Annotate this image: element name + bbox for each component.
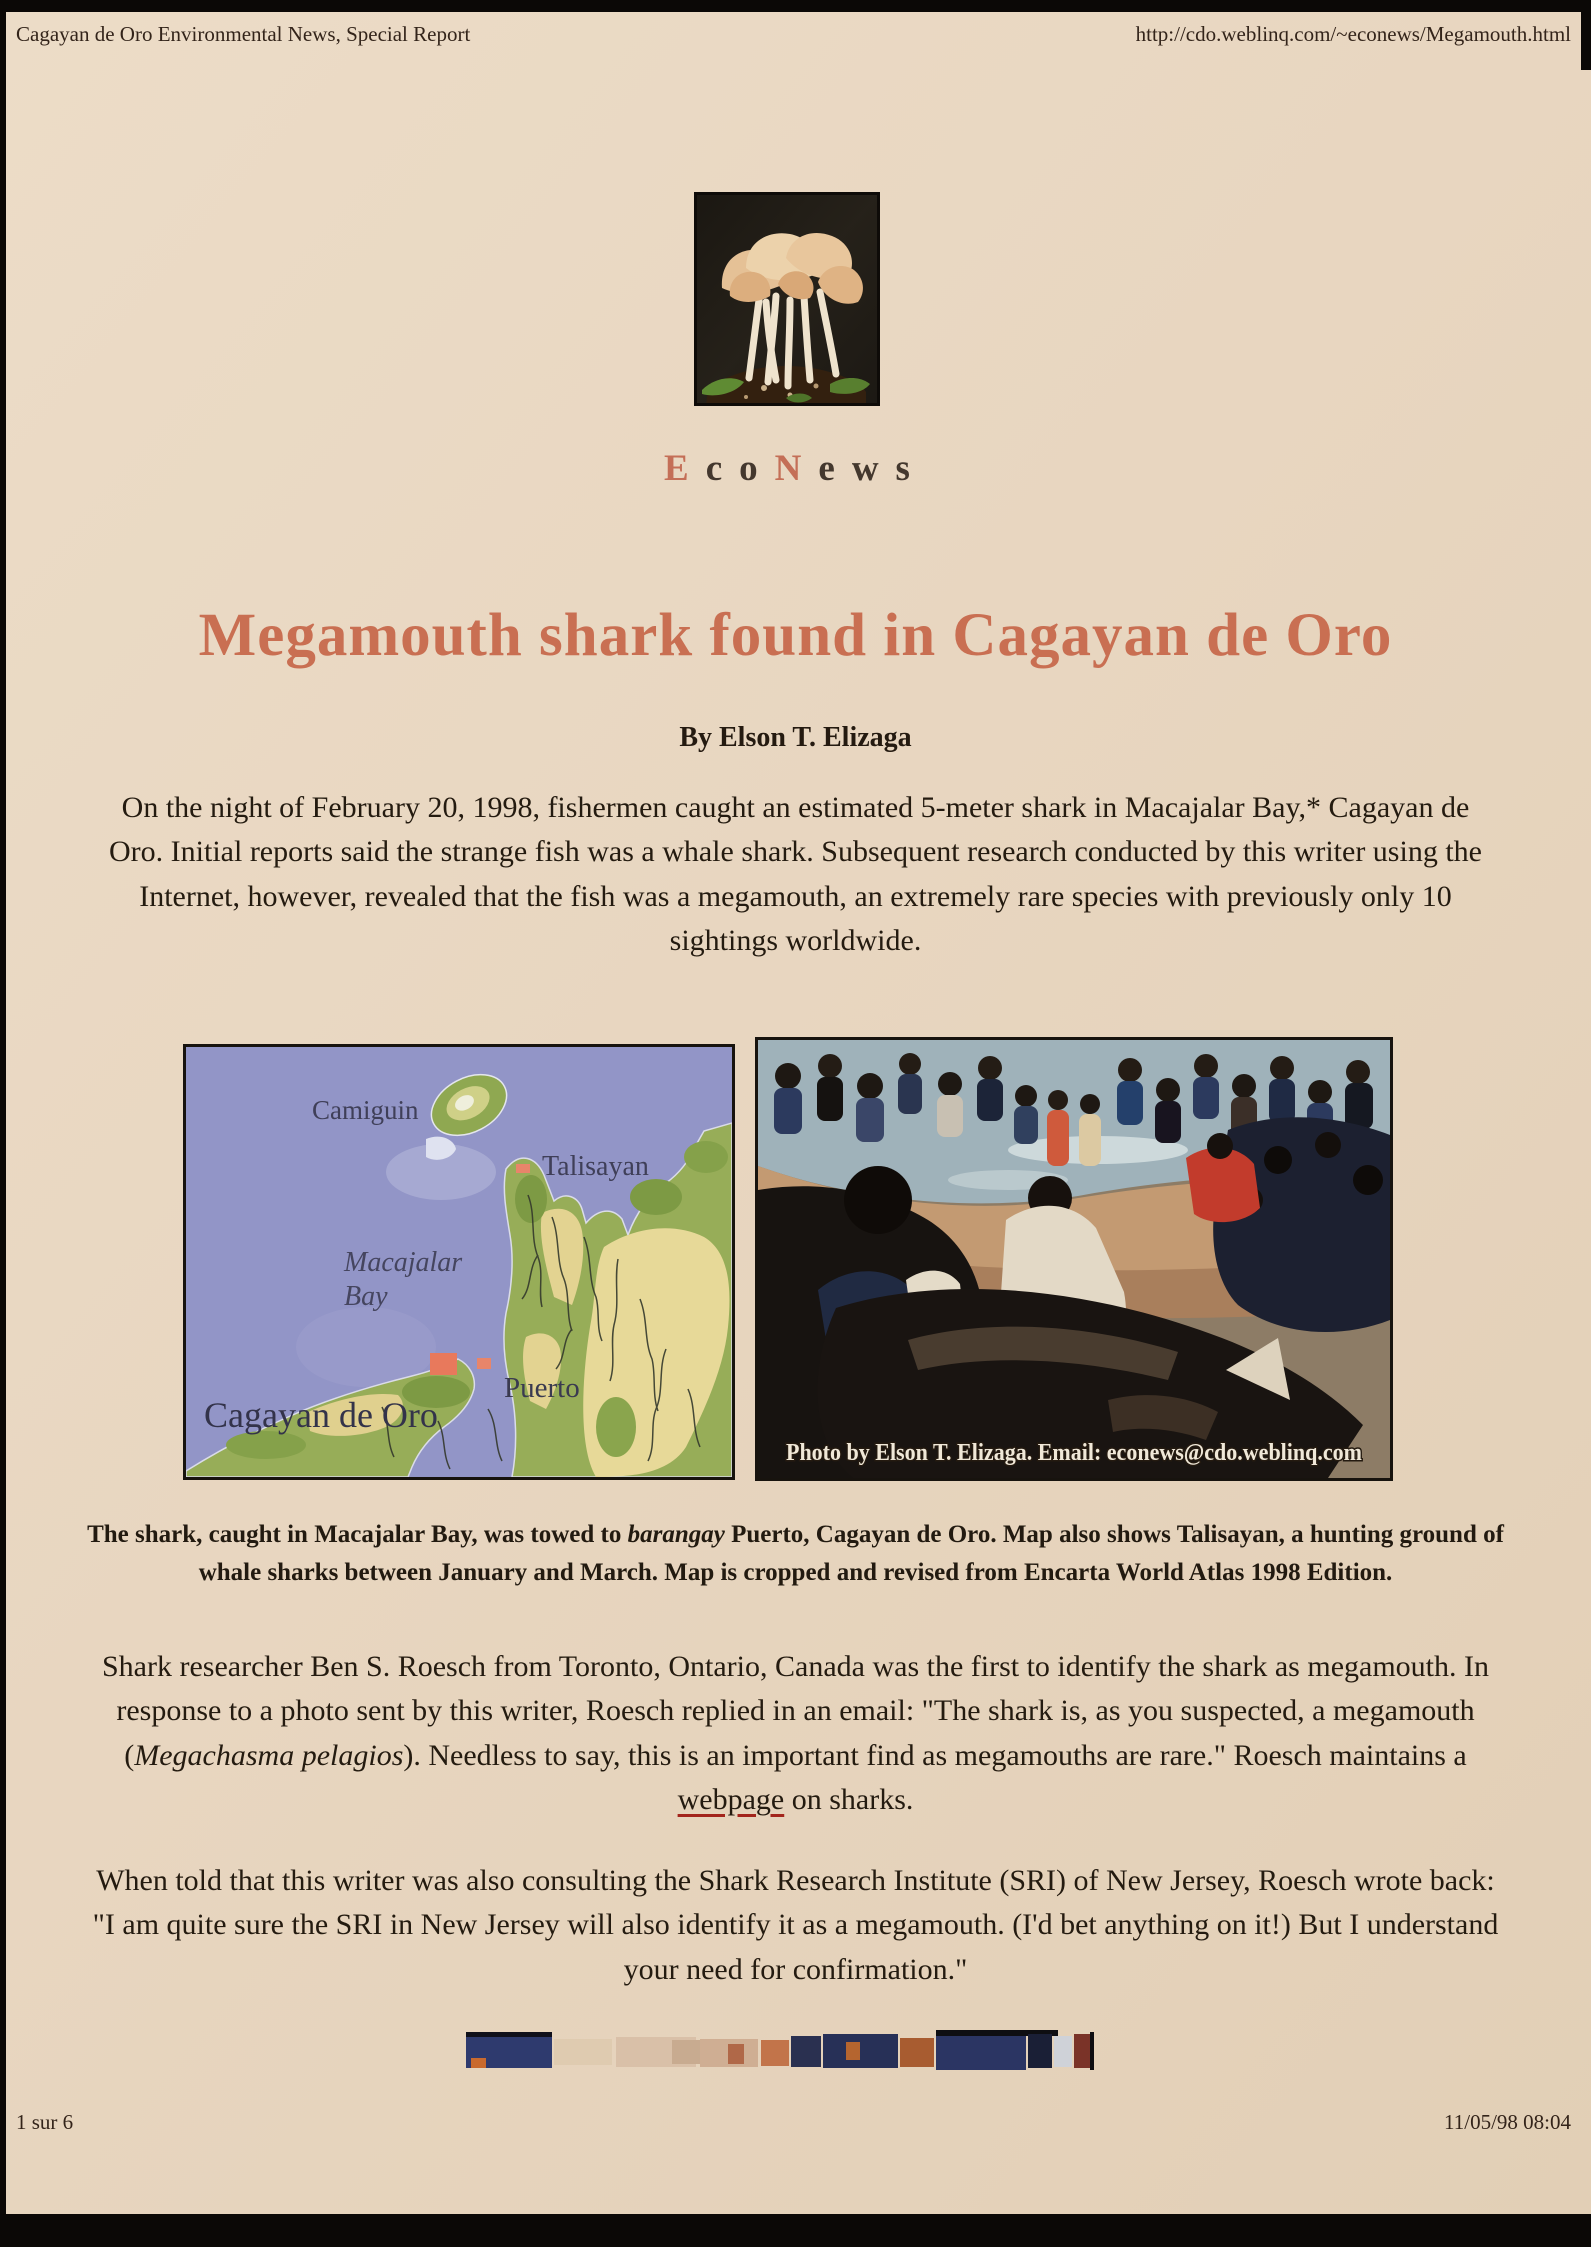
- caption-text-2: Puerto, Cagayan de Oro. Map also shows Talisayan, a hunting ground of whale sharks between January and March. Map is cropped and revised from Encarta World Atlas 1998 Edition.: [198, 1521, 1504, 1586]
- shark-crowd-photo: [758, 1040, 1390, 1478]
- para2-text-1: Shark researcher Ben S. Roesch from Toronto, Ontario, Canada was the first to identify the shark as megamouth. In response to a photo sent by this writer, Roesch replied in an email: "The shark is, as you suspected, a megamouth (: [102, 1650, 1489, 1772]
- print-header-url: http://cdo.weblinq.com/~econews/Megamouth.html: [1135, 22, 1571, 46]
- map-label-talisayan: Talisayan: [542, 1151, 649, 1182]
- brand-letters-co: co: [705, 448, 775, 489]
- para2-text-2: ). Needless to say, this is an important find as megamouths are rare." Roesch maintains a: [403, 1738, 1467, 1772]
- map-label-bay-1: Macajalar: [344, 1247, 463, 1278]
- figure-caption: [85, 1516, 1506, 1591]
- shark-beach-photo: [755, 1037, 1393, 1481]
- brand-letter-e: E: [664, 448, 706, 489]
- brand-letters-ews: ews: [818, 448, 927, 489]
- brand-letter-n: N: [774, 448, 819, 489]
- map-marker-puerto: [477, 1358, 491, 1369]
- print-footer-timestamp: 11/05/98 08:04: [1444, 2110, 1571, 2134]
- photo-strip-fragment: [466, 2030, 1094, 2072]
- caption-text-1: The shark, caught in Macajalar Bay, was towed to: [87, 1521, 628, 1548]
- scan-edge: [1581, 0, 1591, 70]
- econews-wordmark: [0, 447, 1591, 490]
- map-image: [183, 1044, 735, 1480]
- article-byline: By Elson T. Elizaga: [679, 722, 912, 753]
- map-label-camiguin: Camiguin: [312, 1095, 419, 1125]
- webpage-link[interactable]: webpage: [677, 1783, 785, 1817]
- photo-caption-overlay: Photo by Elson T. Elizaga. Email: econews@cdo.weblinq.com: [786, 1440, 1363, 1466]
- map-label-cagayan: Cagayan de Oro: [204, 1395, 438, 1435]
- mushroom-photo-icon: [694, 192, 880, 406]
- econews-logo-image: [694, 192, 880, 406]
- map-label-bay-2: Bay: [344, 1281, 388, 1312]
- article-paragraph-3: When told that this writer was also consulting the Shark Research Institute (SRI) of New Jersey, Roesch wrote back: "I am quite sure the SRI in New Jersey will also identify it as a megamouth. (I'd bet anything on it!) But I understand your need for confirmation.": [92, 1864, 1499, 1986]
- article-paragraph-2: [70, 1645, 1521, 1823]
- caption-barangay-italic: barangay: [627, 1521, 725, 1548]
- map-marker-cagayan: [430, 1353, 457, 1375]
- para2-species-italic: Megachasma pelagios: [134, 1738, 404, 1772]
- article-title: Megamouth shark found in Cagayan de Oro: [198, 602, 1393, 669]
- para2-text-3: on sharks.: [784, 1783, 914, 1817]
- macajalar-bay-map: [186, 1047, 732, 1477]
- map-marker-talisayan: [516, 1164, 530, 1173]
- print-header-title: Cagayan de Oro Environmental News, Special Report: [16, 22, 471, 46]
- article-paragraph-1: On the night of February 20, 1998, fishermen caught an estimated 5-meter shark in Macajalar Bay,* Cagayan de Oro. Initial reports said the strange fish was a whale shark. Subsequent research conducted by this writer using the Internet, however, revealed that the fish was a megamouth, an extremely rare species with previously only 10 sightings worldwide.: [109, 791, 1482, 958]
- map-label-puerto: Puerto: [504, 1372, 580, 1404]
- cropped-photo-strip: [466, 2030, 1094, 2072]
- print-footer-page-number: 1 sur 6: [16, 2110, 74, 2134]
